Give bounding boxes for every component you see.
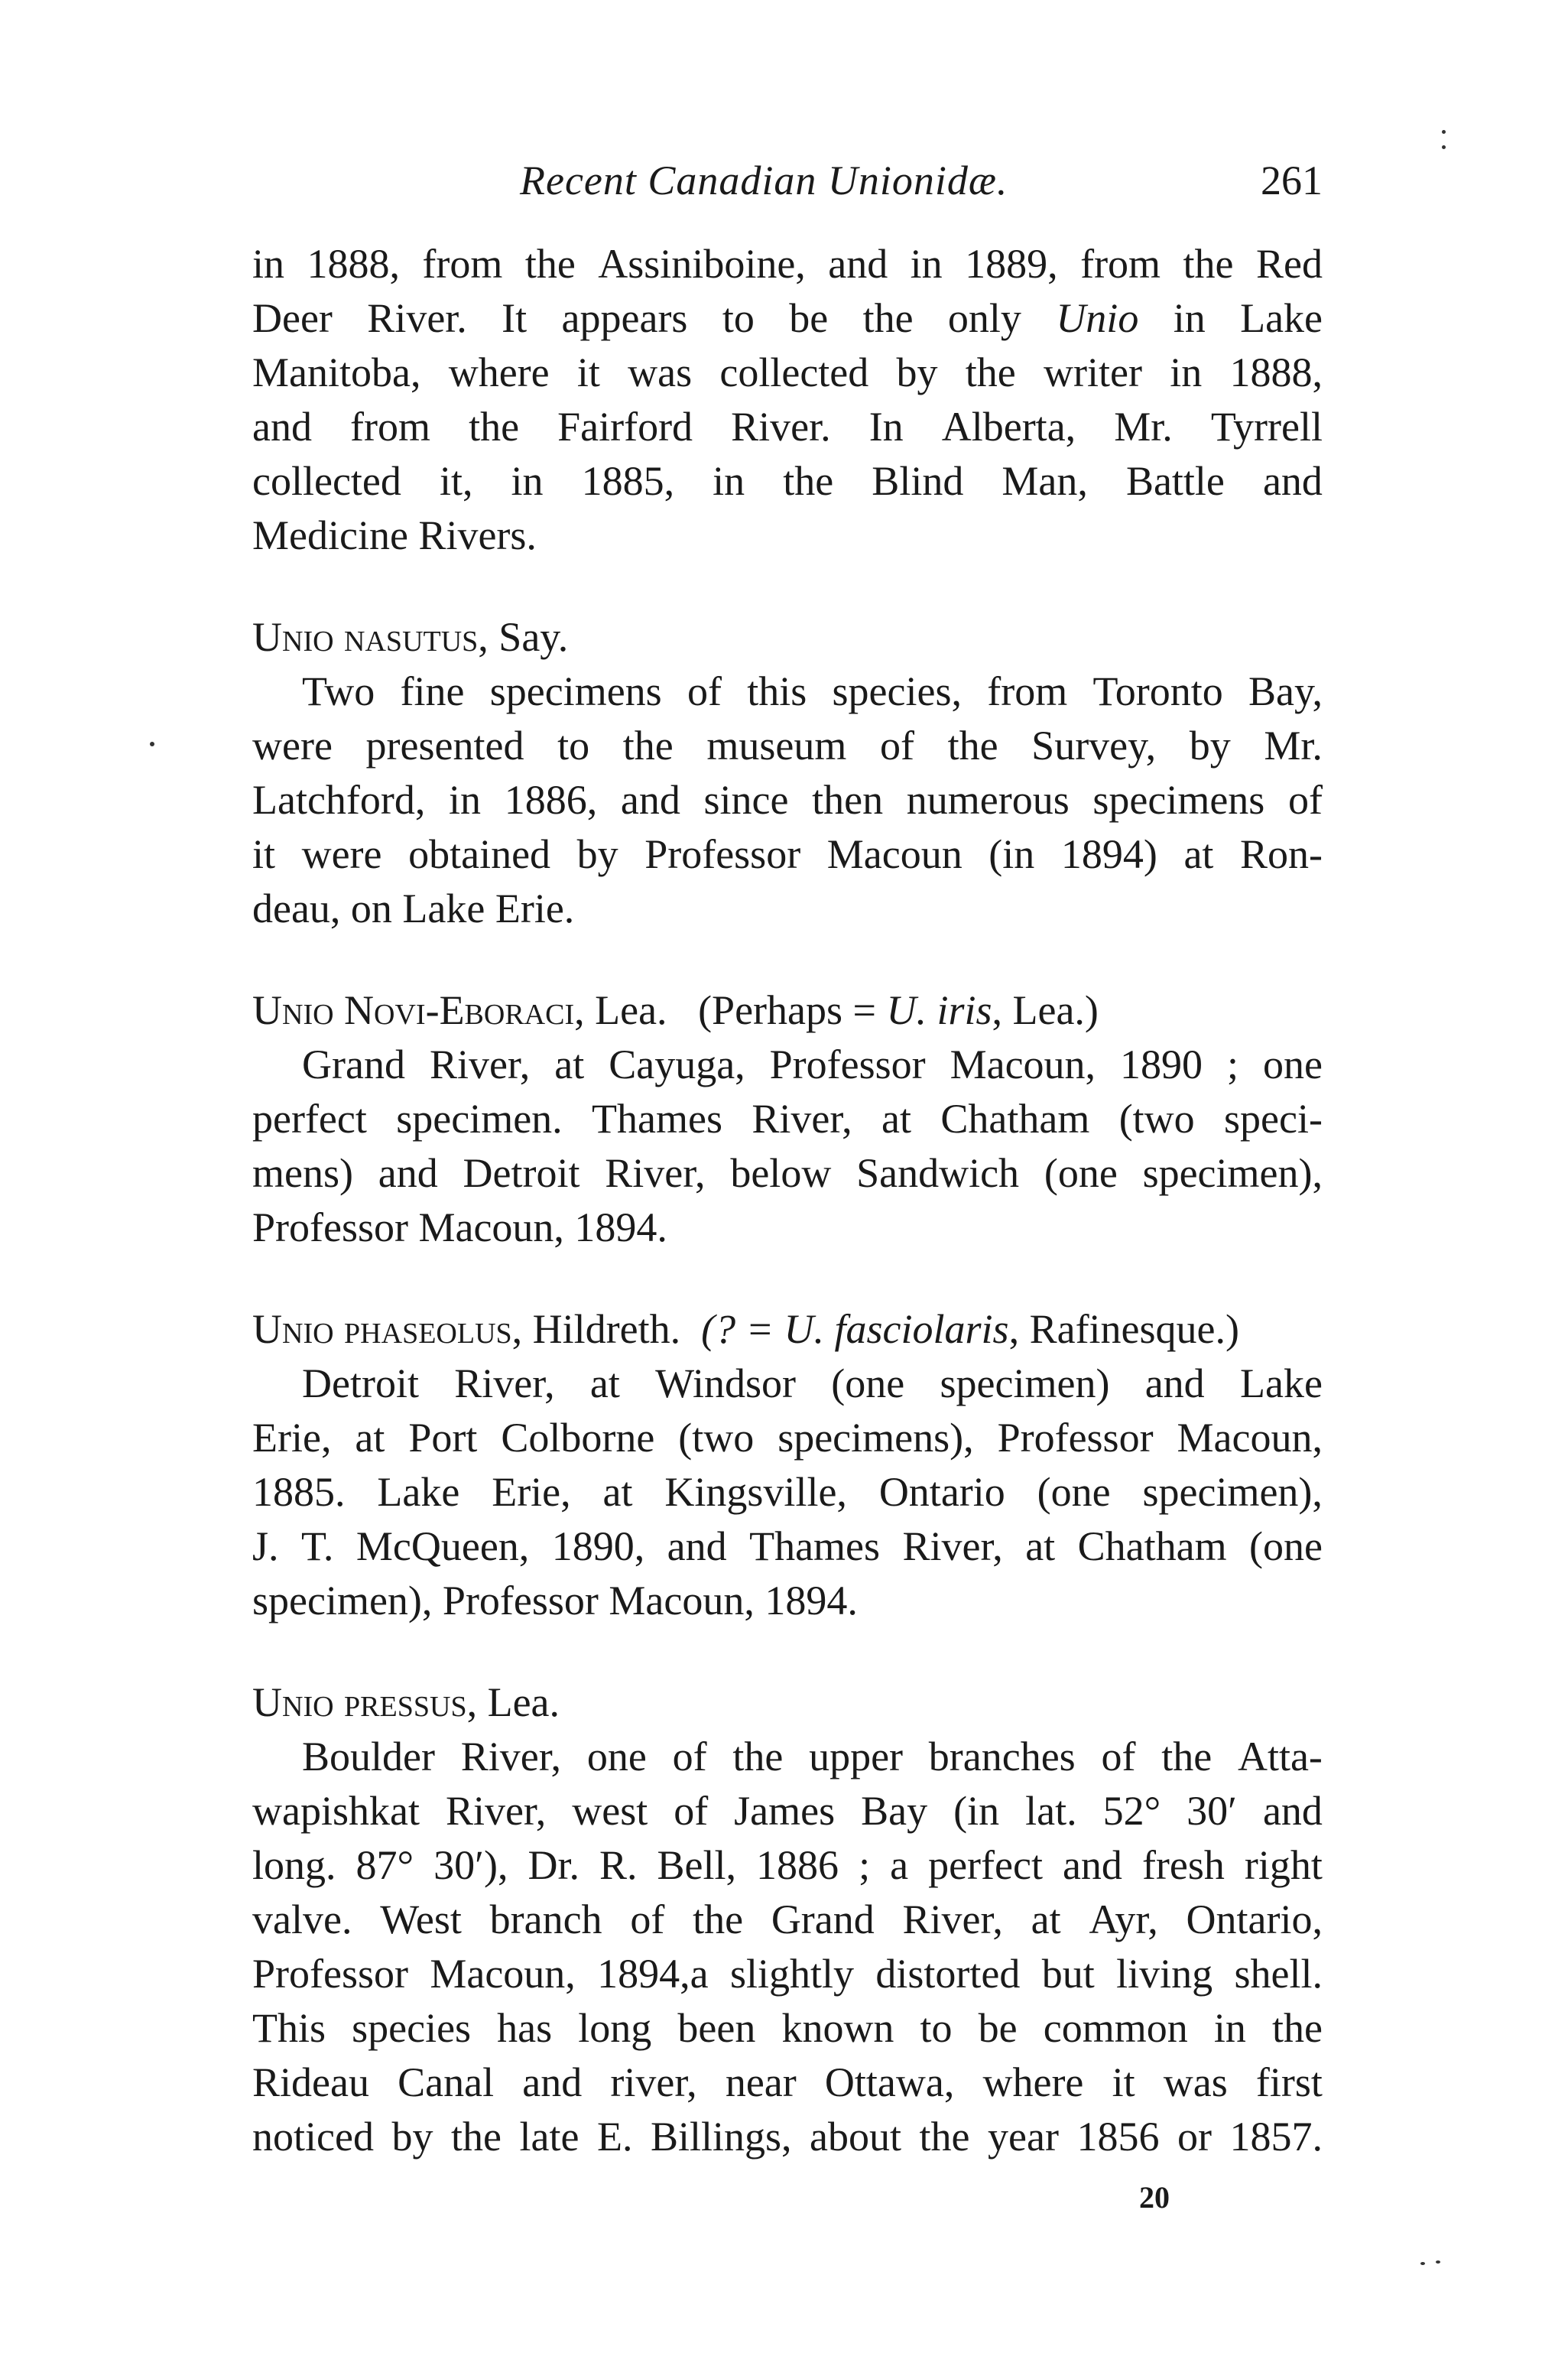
scan-speck [1442,145,1446,149]
continuation-paragraph [252,237,1323,563]
species-heading: Unio Novi-Eboraci, Lea. (Perhaps = U. iris, Lea.) [252,987,1099,1033]
species-paragraph [252,1357,1323,1628]
text-line: This species has long been known to be common in the [252,2005,1323,2051]
text-line: J. T. McQueen, 1890, and Thames River, at Chatham (one [252,1523,1323,1569]
text-line: Medicine Rivers. [252,512,537,558]
text-line: Deer River. It appears to be the only Unio in Lake [252,295,1323,341]
scan-speck [150,742,154,746]
text-line: wapishkat River, west of James Bay (in lat. 52° 30′ and [252,1788,1323,1834]
page-number: 261 [1261,158,1323,203]
text-line: Professor Macoun, 1894. [252,1204,667,1250]
scan-speck [1420,2262,1425,2265]
text-line: Latchford, in 1886, and since then numerous specimens of [252,777,1323,823]
text-line: and from the Fairford River. In Alberta, Mr. Tyrrell [252,404,1323,450]
text-line: in 1888, from the Assiniboine, and in 1889, from the Red [252,241,1323,287]
text-line: Detroit River, at Windsor (one specimen) and Lake [302,1360,1323,1406]
text-line: collected it, in 1885, in the Blind Man, Battle and [252,458,1323,504]
species-paragraph [252,1730,1323,2164]
text-line: Professor Macoun, 1894,a slightly distorted but living shell. [252,1951,1323,1997]
species-paragraph [252,665,1323,936]
species-heading: Unio pressus, Lea. [252,1679,560,1725]
scan-speck [1442,130,1446,134]
text-line: specimen), Professor Macoun, 1894. [252,1578,858,1623]
text-line: perfect specimen. Thames River, at Chatham (two speci- [252,1096,1323,1142]
body-text [252,237,1323,2164]
running-title: Recent Canadian Unionidæ. [520,158,1008,203]
text-line: valve. West branch of the Grand River, at Ayr, Ontario, [252,1896,1323,1942]
page-header [252,157,1323,218]
text-line: deau, on Lake Erie. [252,886,575,931]
text-line: noticed by the late E. Billings, about the year 1856 or 1857. [252,2114,1323,2160]
text-line: Manitoba, where it was collected by the writer in 1888, [252,349,1323,395]
text-line: Grand River, at Cayuga, Professor Macoun, 1890 ; one [302,1042,1323,1087]
text-line: Two fine specimens of this species, from Toronto Bay, [302,668,1323,714]
species-heading: Unio phaseolus, Hildreth. (? = U. fasciolaris, Rafinesque.) [252,1306,1239,1352]
species-heading: Unio nasutus, Say. [252,614,569,660]
scan-speck [1436,2260,1440,2264]
text-line: it were obtained by Professor Macoun (in 1894) at Ron- [252,831,1323,877]
signature-mark: 20 [1139,2180,1170,2215]
text-line: mens) and Detroit River, below Sandwich (one specimen), [252,1150,1323,1196]
text-line: 1885. Lake Erie, at Kingsville, Ontario (one specimen), [252,1469,1323,1515]
species-paragraph [252,1038,1323,1255]
text-line: Rideau Canal and river, near Ottawa, where it was first [252,2059,1323,2105]
text-line: Boulder River, one of the upper branches of the Atta- [302,1734,1323,1779]
text-line: Erie, at Port Colborne (two specimens), Professor Macoun, [252,1415,1323,1461]
text-line: long. 87° 30′), Dr. R. Bell, 1886 ; a perfect and fresh right [252,1842,1323,1888]
text-line: were presented to the museum of the Survey, by Mr. [252,723,1323,769]
